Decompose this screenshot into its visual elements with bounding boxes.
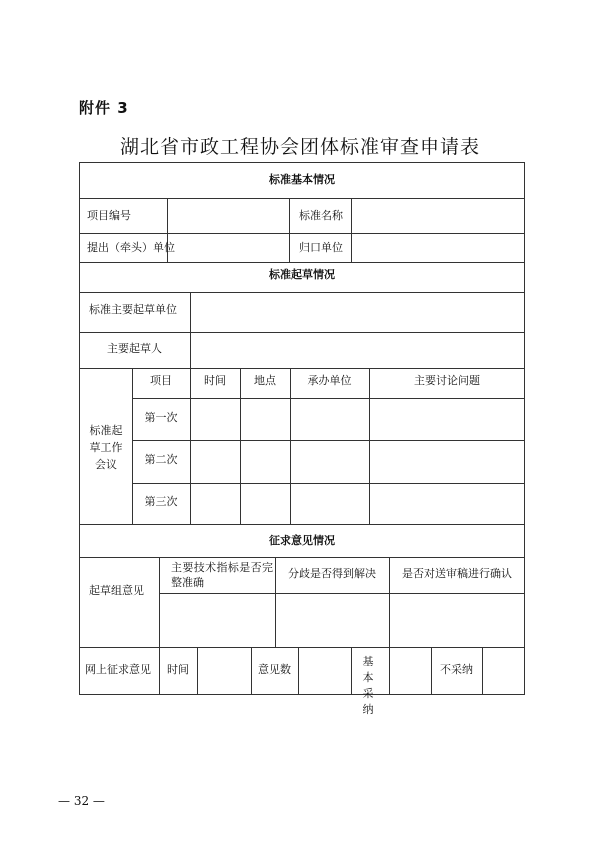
- grid-line: [351, 647, 352, 694]
- grid-line: [79, 524, 525, 525]
- grid-line: [289, 198, 290, 262]
- grid-line: [79, 557, 525, 558]
- meeting-row-first: 第一次: [144, 411, 178, 424]
- grid-line: [79, 162, 525, 163]
- application-form-table: [79, 162, 525, 716]
- owner-unit-label: 归口单位: [299, 241, 343, 254]
- grid-line: [240, 368, 241, 524]
- main-drafter-label: 主要起草人: [107, 342, 162, 355]
- meeting-header-place: 地点: [254, 374, 276, 387]
- question-draft-confirmed: 是否对送审稿进行确认: [402, 567, 512, 580]
- owner-unit-field[interactable]: [352, 234, 524, 262]
- standard-name-label: 标准名称: [299, 209, 343, 222]
- proposer-unit-field[interactable]: [168, 234, 289, 262]
- grid-line: [159, 593, 525, 594]
- grid-line: [524, 162, 525, 695]
- online-adopted-label: 基本采纳: [362, 655, 380, 716]
- standard-name-field[interactable]: [352, 199, 524, 233]
- section-basic-heading: 标准基本情况: [269, 173, 335, 186]
- main-drafting-unit-label: 标准主要起草单位: [89, 303, 177, 316]
- grid-line: [79, 647, 525, 648]
- meeting-row-third: 第三次: [144, 495, 178, 508]
- meeting-header-time: 时间: [204, 374, 226, 387]
- meeting-header-host: 承办单位: [307, 374, 352, 387]
- grid-line: [79, 694, 525, 695]
- grid-line: [482, 647, 483, 694]
- main-drafting-unit-field[interactable]: [191, 293, 524, 332]
- grid-line: [79, 262, 525, 263]
- drafting-meetings-label: 标准起草工作会议: [89, 424, 123, 471]
- page-number: — 32 —: [58, 794, 105, 808]
- grid-line: [389, 647, 390, 694]
- grid-line: [298, 647, 299, 694]
- grid-line: [79, 162, 80, 695]
- proposer-unit-label: 提出（牵头）单位: [87, 241, 175, 254]
- online-opinions-label: 网上征求意见: [85, 663, 151, 676]
- question-indicators-complete: 主要技术指标是否完整准确: [171, 561, 273, 589]
- project-number-label: 项目编号: [87, 209, 131, 222]
- section-opinions-heading: 征求意见情况: [269, 534, 335, 547]
- online-time-label: 时间: [167, 663, 189, 676]
- online-rejected-label: 不采纳: [440, 663, 473, 676]
- meeting-header-item: 项目: [150, 374, 172, 387]
- question-divergence-resolved: 分歧是否得到解决: [288, 567, 376, 580]
- annex-label: 附件 3: [79, 99, 129, 117]
- section-drafting-heading: 标准起草情况: [269, 268, 335, 281]
- grid-line: [79, 368, 525, 369]
- grid-line: [290, 368, 291, 524]
- grid-line: [159, 557, 160, 647]
- meeting-header-topics: 主要讨论问题: [414, 374, 480, 387]
- project-number-field[interactable]: [168, 199, 289, 233]
- online-count-label: 意见数: [258, 663, 291, 676]
- main-drafter-field[interactable]: [191, 333, 524, 368]
- meeting-row-second: 第二次: [144, 453, 178, 466]
- grid-line: [197, 647, 198, 694]
- drafting-group-opinion-label: 起草组意见: [89, 584, 144, 597]
- form-title: 湖北省市政工程协会团体标准审查申请表: [119, 136, 480, 158]
- grid-line: [190, 368, 191, 524]
- grid-line: [369, 368, 370, 524]
